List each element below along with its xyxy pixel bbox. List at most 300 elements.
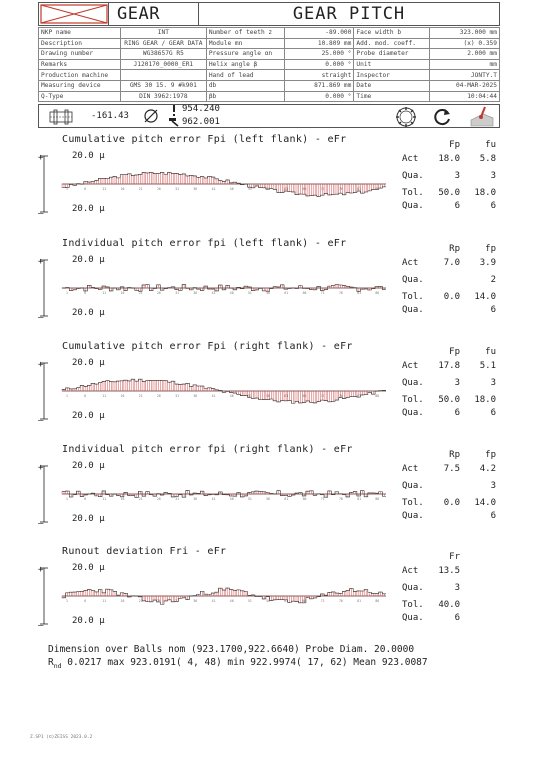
stat-qua-value-1: 3 — [454, 171, 460, 181]
parameter-value: 10.809 mm — [284, 38, 354, 49]
deviation-bar — [157, 174, 159, 184]
deviation-bar — [128, 174, 130, 184]
parameter-label: Pressure angle αn — [206, 49, 284, 60]
stat-tol-label: Tol. — [402, 600, 424, 610]
deviation-bar — [219, 181, 221, 184]
tooth-number-label: 36 — [193, 497, 198, 501]
deviation-bar — [200, 386, 202, 391]
rnd-subscript: nd — [53, 661, 62, 670]
deviation-bar — [299, 184, 301, 194]
stat-tol-value-2: 14.0 — [474, 292, 496, 302]
deviation-bar — [66, 491, 68, 494]
exclamation-icon — [170, 105, 178, 117]
stat-qua-label: Qua. — [402, 171, 424, 181]
chart-panel — [38, 546, 500, 646]
probe-icon — [469, 106, 495, 128]
chart-title: Runout deviation Fri - eFr — [62, 546, 227, 557]
stat-act-value-2: 4.2 — [479, 464, 496, 474]
deviation-bar — [280, 184, 282, 193]
minus-sign: – — [38, 209, 44, 219]
tooth-number-label: 46 — [229, 394, 234, 398]
deviation-bar — [204, 388, 206, 391]
stat-act-label: Act — [402, 566, 419, 576]
plus-sign: + — [38, 153, 44, 163]
deviation-bar — [175, 384, 177, 391]
tooth-number-label: 76 — [339, 497, 343, 501]
deviation-bar — [262, 391, 264, 400]
deviation-bar — [171, 381, 173, 391]
tooth-number-label: 86 — [375, 187, 380, 191]
deviation-bar — [364, 391, 366, 395]
plus-sign: + — [38, 463, 44, 473]
stat-act-value-1: 17.8 — [438, 361, 460, 371]
parameter-value: 0.000 ° — [284, 91, 354, 102]
tooth-number-label: 66 — [302, 291, 307, 295]
stat-act-value-1: 13.5 — [438, 566, 460, 576]
deviation-bar — [175, 173, 177, 184]
parameter-row — [39, 59, 500, 70]
deviation-bar — [109, 590, 111, 596]
deviation-bar — [204, 178, 206, 184]
chart-title: Cumulative pitch error Fpi (right flank) - eFr — [62, 341, 353, 352]
deviation-bar — [350, 391, 352, 397]
chart-plot — [38, 546, 418, 646]
deviation-bar — [280, 596, 282, 600]
deviation-bar — [317, 184, 319, 196]
company-logo — [39, 3, 109, 25]
hammer-icon — [168, 117, 180, 127]
deviation-bar — [62, 184, 64, 188]
deviation-bar — [73, 592, 75, 596]
stat-qua2-value-2: 6 — [490, 305, 496, 315]
deviation-bar — [102, 178, 104, 184]
deviation-bar — [69, 592, 71, 596]
deviation-bar — [146, 381, 148, 391]
parameter-label: db — [206, 80, 284, 91]
deviation-bar — [189, 175, 191, 184]
tooth-number-label: 21 — [138, 497, 143, 501]
report-header — [38, 2, 500, 26]
dimension-over-balls: Dimension over Balls nom (923.1700,922.6640) Probe Diam. 20.0000 — [48, 644, 415, 655]
tooth-number-label: 41 — [211, 291, 216, 295]
stat-qua-label: Qua. — [402, 378, 424, 388]
tooth-number-label: 16 — [120, 291, 125, 295]
deviation-bar — [153, 174, 155, 184]
parameter-value: 323.000 mm — [430, 28, 500, 39]
parameter-label: βb — [206, 91, 284, 102]
parameter-label: Helix angle β — [206, 59, 284, 70]
parameter-value: -89.000 — [284, 28, 354, 39]
tooth-number-label: 56 — [266, 291, 271, 295]
chart-plot — [38, 341, 418, 441]
stat-tol-label: Tol. — [402, 292, 424, 302]
deviation-bar — [244, 391, 246, 395]
stat-qua-label: Qua. — [402, 275, 424, 285]
chart-panel — [38, 238, 500, 338]
tooth-number-label: 86 — [375, 291, 380, 295]
stat-qua2-value-2: 6 — [490, 201, 496, 211]
deviation-bar — [120, 381, 122, 391]
deviation-bar — [149, 380, 151, 391]
deviation-bar — [124, 175, 126, 184]
parameter-value: J120170_0000_ER1 — [120, 59, 206, 70]
gear-section-icon — [49, 109, 73, 125]
deviation-bar — [160, 172, 162, 184]
stat-qua2-label: Qua. — [402, 201, 424, 211]
stat-qua2-value-1: 6 — [454, 408, 460, 418]
diameter-top-value: 954.240 — [182, 104, 220, 114]
tooth-number-label: 76 — [339, 394, 343, 398]
deviation-bar — [113, 382, 115, 391]
tooth-number-label: 36 — [193, 291, 198, 295]
tooth-number-label: 16 — [120, 394, 125, 398]
deviation-bar — [146, 173, 148, 184]
deviation-bar — [66, 388, 68, 391]
tooth-number-label: 1 — [66, 497, 68, 501]
tooth-number-label: 46 — [229, 599, 234, 603]
parameter-value: straight — [284, 70, 354, 81]
diameter-bottom-value: 962.001 — [182, 117, 220, 127]
stat-tol-value-1: 0.0 — [443, 498, 460, 508]
parameter-label: Inspector — [354, 70, 430, 81]
tooth-number-label: 41 — [211, 394, 216, 398]
deviation-bar — [328, 184, 330, 195]
stat-act-label: Act — [402, 258, 419, 268]
deviation-bar — [95, 592, 97, 596]
deviation-bar — [361, 591, 363, 596]
minus-sign: – — [38, 313, 44, 323]
deviation-bar — [153, 596, 155, 600]
stat-qua2-value-2: 6 — [490, 511, 496, 521]
deviation-bar — [135, 175, 137, 184]
tooth-number-label: 66 — [302, 497, 307, 501]
scale-bottom-label: 20.0 µ — [72, 308, 105, 318]
tooth-number-label: 6 — [84, 187, 87, 191]
deviation-bar — [353, 591, 355, 596]
deviation-bar — [146, 596, 148, 602]
tooth-number-label: 61 — [284, 599, 289, 603]
tooth-number-label: 16 — [120, 497, 125, 501]
deviation-bar — [339, 285, 341, 288]
deviation-bar — [69, 288, 71, 291]
rotation-direction-icon — [432, 107, 452, 127]
stat-qua2-label: Qua. — [402, 305, 424, 315]
deviation-bar — [277, 391, 279, 402]
stat-tol-label: Tol. — [402, 188, 424, 198]
deviation-bar — [182, 384, 184, 391]
tooth-number-label: 56 — [266, 394, 271, 398]
chart-plot — [38, 444, 418, 544]
deviation-bar — [138, 174, 140, 184]
tooth-number-label: 81 — [357, 599, 362, 603]
deviation-bar — [364, 184, 366, 192]
deviation-bar — [273, 596, 275, 600]
tooth-number-label: 36 — [193, 394, 198, 398]
deviation-bar — [149, 172, 151, 184]
deviation-bar — [328, 391, 330, 402]
tooth-number-label: 86 — [375, 394, 380, 398]
stat-act-label: Act — [402, 361, 419, 371]
tooth-number-label: 6 — [84, 599, 87, 603]
deviation-bar — [211, 177, 213, 184]
deviation-bar — [317, 391, 319, 402]
tooth-number-label: 31 — [175, 187, 180, 191]
parameter-label: Hand of lead — [206, 70, 284, 81]
tooth-number-label: 1 — [66, 599, 68, 603]
tooth-number-label: 11 — [102, 187, 107, 191]
parameter-value: DIN 3962:1978 — [120, 91, 206, 102]
scale-bottom-label: 20.0 µ — [72, 616, 105, 626]
tooth-number-label: 56 — [266, 497, 271, 501]
stat-qua-value-2: 3 — [490, 481, 496, 491]
deviation-bar — [157, 380, 159, 391]
parameter-value: 2.000 mm — [430, 49, 500, 60]
deviation-bar — [164, 174, 166, 184]
scale-top-label: 20.0 µ — [72, 563, 105, 573]
stat-qua-value-2: 3 — [490, 378, 496, 388]
deviation-bar — [168, 596, 170, 600]
parameter-label: Face width b — [354, 28, 430, 39]
minus-sign: – — [38, 519, 44, 529]
deviation-bar — [95, 384, 97, 391]
deviation-bar — [295, 596, 297, 601]
parameter-value: 871.869 mm — [284, 80, 354, 91]
deviation-bar — [193, 176, 195, 184]
tooth-number-label: 6 — [84, 394, 87, 398]
parameter-value: 25.000 ° — [284, 49, 354, 60]
stat-qua2-value-2: 6 — [490, 408, 496, 418]
deviation-bar — [164, 596, 166, 601]
deviation-bar — [229, 589, 231, 596]
stat-qua-label: Qua. — [402, 481, 424, 491]
deviation-bar — [117, 178, 119, 184]
tooth-number-label: 66 — [302, 599, 307, 603]
tooth-number-label: 61 — [284, 187, 289, 191]
parameter-value — [120, 70, 206, 81]
tooth-number-label: 11 — [102, 291, 107, 295]
stat-tol-value-1: 40.0 — [438, 600, 460, 610]
stat-qua-value-1: 3 — [454, 583, 460, 593]
chart-title: Individual pitch error fpi (left flank) - eFr — [62, 238, 347, 249]
deviation-bar — [353, 391, 355, 397]
deviation-bar — [182, 174, 184, 184]
deviation-bar — [240, 591, 242, 596]
diameter-icon — [143, 108, 159, 124]
tooth-number-label: 41 — [211, 187, 216, 191]
tooth-number-label: 81 — [357, 187, 362, 191]
tooth-number-label: 71 — [320, 599, 325, 603]
parameter-value: 10:04:44 — [430, 91, 500, 102]
tooth-number-label: 51 — [248, 394, 252, 398]
scale-bottom-label: 20.0 µ — [72, 411, 105, 421]
scale-top-label: 20.0 µ — [72, 358, 105, 368]
deviation-bar — [142, 381, 144, 391]
tooth-number-label: 41 — [211, 497, 216, 501]
tooth-number-label: 21 — [138, 394, 143, 398]
deviation-bar — [280, 391, 282, 401]
chart-panel — [38, 444, 500, 544]
parameter-label: Time — [354, 91, 430, 102]
deviation-bar — [98, 383, 100, 391]
tooth-number-label: 76 — [339, 187, 343, 191]
scale-top-label: 20.0 µ — [72, 255, 105, 265]
parameter-label: Add. mod. coeff. — [354, 38, 430, 49]
deviation-bar — [186, 176, 188, 184]
deviation-bar — [313, 184, 315, 195]
parameter-value: JONTY.T — [430, 70, 500, 81]
tooth-number-label: 41 — [211, 599, 216, 603]
deviation-bar — [335, 391, 337, 400]
deviation-bar — [171, 173, 173, 184]
deviation-bar — [113, 176, 115, 184]
tooth-number-label: 46 — [229, 291, 234, 295]
tooth-number-label: 71 — [320, 497, 325, 501]
stat-tol-value-1: 0.0 — [443, 292, 460, 302]
deviation-bar — [197, 177, 199, 184]
deviation-bar — [346, 391, 348, 397]
deviation-bar — [313, 391, 315, 403]
tooth-number-label: 36 — [193, 187, 198, 191]
plus-sign: + — [38, 360, 44, 370]
deviation-bar — [215, 179, 217, 184]
deviation-bar — [146, 285, 148, 288]
tooth-number-label: 86 — [375, 599, 380, 603]
stat-act-value-1: 7.5 — [443, 464, 460, 474]
tooth-number-label: 26 — [157, 599, 161, 603]
deviation-bar — [291, 184, 293, 192]
stat-tol-value-2: 18.0 — [474, 395, 496, 405]
deviation-bar — [84, 386, 86, 391]
parameter-label: Remarks — [39, 59, 121, 70]
deviation-bar — [160, 381, 162, 391]
stat-tol-label: Tol. — [402, 395, 424, 405]
tooth-number-label: 21 — [138, 291, 143, 295]
deviation-bar — [255, 391, 257, 398]
stat-qua-label: Qua. — [402, 583, 424, 593]
chart-panel — [38, 341, 500, 441]
stat-col2-header: fp — [485, 244, 496, 254]
tooth-number-label: 71 — [320, 394, 325, 398]
tooth-number-label: 26 — [157, 394, 161, 398]
stat-col1-header: Rp — [449, 450, 460, 460]
deviation-bar — [153, 380, 155, 391]
deviation-bar — [113, 591, 115, 596]
parameter-label: Production machine — [39, 70, 121, 81]
deviation-bar — [149, 596, 151, 602]
tooth-number-label: 6 — [84, 291, 87, 295]
scale-top-label: 20.0 µ — [72, 151, 105, 161]
deviation-bar — [310, 391, 312, 402]
stat-act-label: Act — [402, 464, 419, 474]
deviation-bar — [128, 381, 130, 391]
stat-act-value-1: 7.0 — [443, 258, 460, 268]
deviation-bar — [368, 184, 370, 191]
tooth-number-label: 81 — [357, 291, 362, 295]
tooth-number-label: 51 — [248, 291, 252, 295]
deviation-bar — [186, 383, 188, 391]
rnd-label: R — [48, 657, 54, 668]
scale-bottom-label: 20.0 µ — [72, 204, 105, 214]
parameter-row — [39, 49, 500, 60]
tooth-number-label: 26 — [157, 291, 161, 295]
deviation-bar — [331, 184, 333, 194]
tooth-number-label: 26 — [157, 187, 161, 191]
tooth-number-label: 31 — [175, 394, 180, 398]
scale-bottom-label: 20.0 µ — [72, 514, 105, 524]
stat-qua2-label: Qua. — [402, 613, 424, 623]
stat-tol-value-2: 18.0 — [474, 188, 496, 198]
parameter-value: GMS 30 15. 9 #k901 — [120, 80, 206, 91]
tooth-number-label: 76 — [339, 599, 343, 603]
plus-sign: + — [38, 565, 44, 575]
stat-col1-header: Fp — [449, 140, 460, 150]
deviation-bar — [168, 382, 170, 391]
deviation-bar — [197, 386, 199, 391]
parameter-label: Q-Type — [39, 91, 121, 102]
chart-panel — [38, 134, 500, 234]
tooth-number-label: 26 — [157, 497, 161, 501]
report-type-title: GEAR — [109, 3, 199, 25]
tooth-number-label: 11 — [102, 394, 107, 398]
tooth-number-label: 6 — [84, 497, 87, 501]
parameter-value: (x) 0.359 — [430, 38, 500, 49]
parameter-value: mm — [430, 59, 500, 70]
deviation-bar — [335, 184, 337, 194]
parameter-label: Date — [354, 80, 430, 91]
tooth-number-label: 66 — [302, 394, 307, 398]
stat-act-value-2: 5.1 — [479, 361, 496, 371]
stat-col2-header: fu — [485, 140, 496, 150]
stat-tol-value-2: 14.0 — [474, 498, 496, 508]
parameter-row — [39, 80, 500, 91]
summary-bar — [38, 104, 500, 128]
parameter-label: Unit — [354, 59, 430, 70]
deviation-bar — [200, 177, 202, 184]
parameter-table — [38, 27, 500, 102]
minus-sign: – — [38, 416, 44, 426]
stat-col1-header: Fp — [449, 347, 460, 357]
deviation-bar — [178, 385, 180, 391]
tooth-number-label: 1 — [66, 291, 68, 295]
deviation-bar — [131, 176, 133, 184]
stat-qua-value-2: 3 — [490, 171, 496, 181]
deviation-bar — [135, 381, 137, 391]
summary-left-value: -161.43 — [91, 111, 129, 121]
chart-title: Cumulative pitch error Fpi (left flank) - eFr — [62, 134, 347, 145]
plus-sign: + — [38, 257, 44, 267]
deviation-bar — [62, 491, 64, 494]
gear-icon — [395, 106, 417, 128]
parameter-value: 0.000 ° — [284, 59, 354, 70]
deviation-bar — [368, 592, 370, 596]
tooth-number-label: 61 — [284, 497, 289, 501]
tooth-number-label: 31 — [175, 599, 180, 603]
scale-top-label: 20.0 µ — [72, 461, 105, 471]
chart-plot — [38, 238, 418, 338]
chart-plot — [38, 134, 418, 234]
tooth-number-label: 51 — [248, 599, 252, 603]
stat-act-value-2: 3.9 — [479, 258, 496, 268]
deviation-bar — [66, 593, 68, 596]
tooth-number-label: 1 — [66, 187, 68, 191]
deviation-bar — [335, 593, 337, 596]
tooth-number-label: 61 — [284, 394, 289, 398]
parameter-label: Module mn — [206, 38, 284, 49]
parameter-label: Probe diameter — [354, 49, 430, 60]
tooth-number-label: 71 — [320, 291, 325, 295]
rnd-values: 0.0217 max 923.0191( 4, 48) min 922.9974( 17, 62) Mean 923.0087 — [61, 657, 428, 668]
tooth-number-label: 21 — [138, 187, 143, 191]
